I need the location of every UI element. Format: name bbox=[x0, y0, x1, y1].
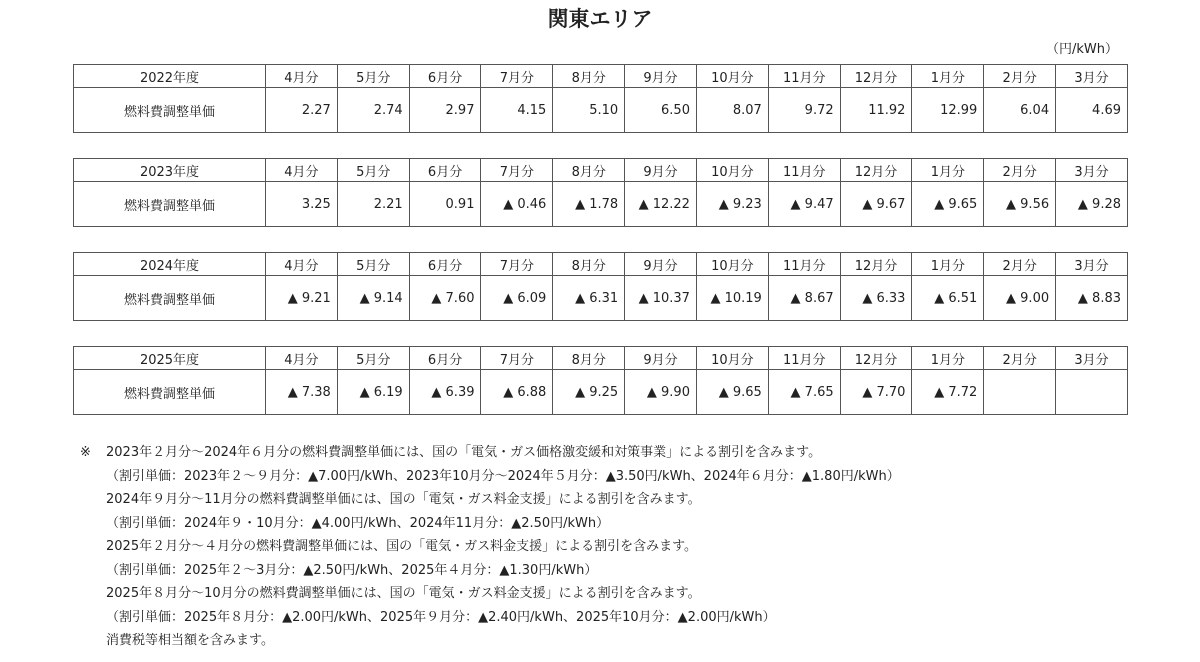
table-row bbox=[74, 370, 1128, 415]
value-cell bbox=[1056, 370, 1128, 415]
value-cell: ▲ 9.65 bbox=[912, 182, 984, 227]
value-cell: 2.21 bbox=[337, 182, 409, 227]
value-cell: 6.04 bbox=[984, 88, 1056, 133]
value-cell: ▲ 0.46 bbox=[481, 182, 553, 227]
note-line: （割引単価：2023年２～９月分：▲7.00円/kWh、2023年10月分～2024年５月分：▲3.50円/kWh、2024年６月分：▲1.80円/kWh） bbox=[106, 468, 900, 484]
table-row bbox=[74, 182, 1128, 227]
value-cell: 2.27 bbox=[266, 88, 338, 133]
month-header: 3月分 bbox=[1056, 253, 1128, 276]
table-row bbox=[74, 88, 1128, 133]
month-header: 2月分 bbox=[984, 65, 1056, 88]
value-cell: ▲ 8.67 bbox=[768, 276, 840, 321]
value-cell: ▲ 7.72 bbox=[912, 370, 984, 415]
month-header: 11月分 bbox=[768, 253, 840, 276]
month-header: 1月分 bbox=[912, 65, 984, 88]
month-header: 5月分 bbox=[337, 65, 409, 88]
year-label: 2024年度 bbox=[74, 253, 266, 276]
value-cell: ▲ 9.21 bbox=[266, 276, 338, 321]
month-header: 1月分 bbox=[912, 347, 984, 370]
month-header: 8月分 bbox=[553, 65, 625, 88]
month-header: 6月分 bbox=[409, 65, 481, 88]
table-header-row bbox=[74, 159, 1128, 182]
value-cell: ▲ 1.78 bbox=[553, 182, 625, 227]
value-cell: ▲ 9.56 bbox=[984, 182, 1056, 227]
month-header: 3月分 bbox=[1056, 347, 1128, 370]
note-line: 2024年９月分～11月分の燃料費調整単価には、国の「電気・ガス料金支援」による割引を含みます。 bbox=[106, 492, 701, 507]
note-line: （割引単価：2025年２～3月分：▲2.50円/kWh、2025年４月分：▲1.30円/kWh） bbox=[106, 562, 598, 578]
value-cell: ▲ 6.09 bbox=[481, 276, 553, 321]
value-cell: ▲ 9.00 bbox=[984, 276, 1056, 321]
month-header: 10月分 bbox=[696, 347, 768, 370]
note-mark: ※ bbox=[80, 445, 91, 460]
value-cell: ▲ 6.51 bbox=[912, 276, 984, 321]
row-label: 燃料費調整単価 bbox=[74, 182, 266, 227]
month-header: 9月分 bbox=[625, 159, 697, 182]
month-header: 1月分 bbox=[912, 253, 984, 276]
month-header: 1月分 bbox=[912, 159, 984, 182]
value-cell: ▲ 12.22 bbox=[625, 182, 697, 227]
value-cell: 9.72 bbox=[768, 88, 840, 133]
value-cell: 5.10 bbox=[553, 88, 625, 133]
month-header: 10月分 bbox=[696, 253, 768, 276]
value-cell: ▲ 9.47 bbox=[768, 182, 840, 227]
value-cell: ▲ 10.19 bbox=[696, 276, 768, 321]
value-cell: ▲ 9.23 bbox=[696, 182, 768, 227]
month-header: 3月分 bbox=[1056, 65, 1128, 88]
note-line: 2025年２月分～４月分の燃料費調整単価には、国の「電気・ガス料金支援」による割引を含みます。 bbox=[106, 539, 698, 554]
month-header: 7月分 bbox=[481, 159, 553, 182]
value-cell: 4.15 bbox=[481, 88, 553, 133]
value-cell: ▲ 7.60 bbox=[409, 276, 481, 321]
row-label: 燃料費調整単価 bbox=[74, 370, 266, 415]
month-header: 6月分 bbox=[409, 159, 481, 182]
value-cell: 11.92 bbox=[840, 88, 912, 133]
month-header: 5月分 bbox=[337, 347, 409, 370]
value-cell: ▲ 9.25 bbox=[553, 370, 625, 415]
value-cell: 6.50 bbox=[625, 88, 697, 133]
month-header: 4月分 bbox=[266, 347, 338, 370]
value-cell: ▲ 9.65 bbox=[696, 370, 768, 415]
month-header: 11月分 bbox=[768, 347, 840, 370]
note-line: （割引単価：2024年９・10月分：▲4.00円/kWh、2024年11月分：▲2.50円/kWh） bbox=[106, 515, 610, 531]
note-line: （割引単価：2025年８月分：▲2.00円/kWh、2025年９月分：▲2.40円/kWh、2025年10月分：▲2.00円/kWh） bbox=[106, 609, 776, 625]
value-cell: ▲ 6.33 bbox=[840, 276, 912, 321]
value-cell: ▲ 8.83 bbox=[1056, 276, 1128, 321]
month-header: 10月分 bbox=[696, 159, 768, 182]
month-header: 5月分 bbox=[337, 253, 409, 276]
note-text: 2023年２月分～2024年６月分の燃料費調整単価には、国の「電気・ガス価格激変緩和対策事業」による割引を含みます。 bbox=[106, 445, 822, 460]
month-header: 3月分 bbox=[1056, 159, 1128, 182]
value-cell: 2.97 bbox=[409, 88, 481, 133]
value-cell: ▲ 9.67 bbox=[840, 182, 912, 227]
month-header: 11月分 bbox=[768, 65, 840, 88]
month-header: 12月分 bbox=[840, 65, 912, 88]
month-header: 6月分 bbox=[409, 253, 481, 276]
month-header: 4月分 bbox=[266, 65, 338, 88]
value-cell: ▲ 9.90 bbox=[625, 370, 697, 415]
month-header: 7月分 bbox=[481, 253, 553, 276]
value-cell: ▲ 6.19 bbox=[337, 370, 409, 415]
year-label: 2022年度 bbox=[74, 65, 266, 88]
month-header: 9月分 bbox=[625, 347, 697, 370]
value-cell: ▲ 6.31 bbox=[553, 276, 625, 321]
month-header: 10月分 bbox=[696, 65, 768, 88]
value-cell: ▲ 9.28 bbox=[1056, 182, 1128, 227]
row-label: 燃料費調整単価 bbox=[74, 276, 266, 321]
month-header: 4月分 bbox=[266, 159, 338, 182]
month-header: 8月分 bbox=[553, 347, 625, 370]
month-header: 6月分 bbox=[409, 347, 481, 370]
month-header: 12月分 bbox=[840, 159, 912, 182]
value-cell: ▲ 9.14 bbox=[337, 276, 409, 321]
note-line bbox=[80, 441, 900, 465]
month-header: 8月分 bbox=[553, 253, 625, 276]
month-header: 12月分 bbox=[840, 347, 912, 370]
value-cell: 4.69 bbox=[1056, 88, 1128, 133]
value-cell: 12.99 bbox=[912, 88, 984, 133]
value-cell: ▲ 6.39 bbox=[409, 370, 481, 415]
month-header: 2月分 bbox=[984, 253, 1056, 276]
month-header: 11月分 bbox=[768, 159, 840, 182]
year-label: 2025年度 bbox=[74, 347, 266, 370]
table-row bbox=[74, 276, 1128, 321]
value-cell: 3.25 bbox=[266, 182, 338, 227]
unit-label: （円/kWh） bbox=[1045, 42, 1118, 57]
value-cell: ▲ 10.37 bbox=[625, 276, 697, 321]
value-cell bbox=[984, 370, 1056, 415]
note-line: 2025年８月分～10月分の燃料費調整単価には、国の「電気・ガス料金支援」による割引を含みます。 bbox=[106, 586, 701, 601]
month-header: 12月分 bbox=[840, 253, 912, 276]
table-header-row bbox=[74, 253, 1128, 276]
month-header: 2月分 bbox=[984, 159, 1056, 182]
year-label: 2023年度 bbox=[74, 159, 266, 182]
month-header: 4月分 bbox=[266, 253, 338, 276]
month-header: 2月分 bbox=[984, 347, 1056, 370]
value-cell: ▲ 7.70 bbox=[840, 370, 912, 415]
value-cell: ▲ 7.65 bbox=[768, 370, 840, 415]
month-header: 7月分 bbox=[481, 65, 553, 88]
month-header: 7月分 bbox=[481, 347, 553, 370]
value-cell: ▲ 7.38 bbox=[266, 370, 338, 415]
page-title: 関東エリア bbox=[547, 7, 653, 31]
table-header-row bbox=[74, 347, 1128, 370]
month-header: 8月分 bbox=[553, 159, 625, 182]
fee-table-2024 bbox=[73, 252, 1128, 321]
value-cell: ▲ 6.88 bbox=[481, 370, 553, 415]
value-cell: 0.91 bbox=[409, 182, 481, 227]
row-label: 燃料費調整単価 bbox=[74, 88, 266, 133]
fee-table-2025 bbox=[73, 346, 1128, 415]
fee-table-2022 bbox=[73, 64, 1128, 133]
month-header: 5月分 bbox=[337, 159, 409, 182]
value-cell: 8.07 bbox=[696, 88, 768, 133]
table-header-row bbox=[74, 65, 1128, 88]
value-cell: 2.74 bbox=[337, 88, 409, 133]
month-header: 9月分 bbox=[625, 253, 697, 276]
fee-table-2023 bbox=[73, 158, 1128, 227]
notes bbox=[80, 441, 900, 653]
month-header: 9月分 bbox=[625, 65, 697, 88]
note-line: 消費税等相当額を含みます。 bbox=[106, 633, 274, 648]
